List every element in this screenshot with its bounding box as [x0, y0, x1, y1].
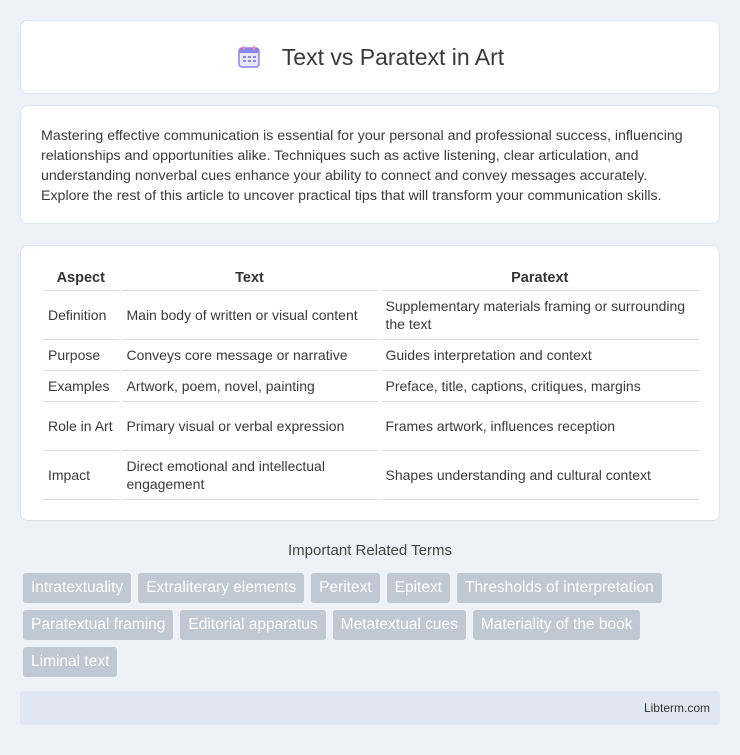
related-term-tag[interactable]: Intratextuality — [23, 573, 131, 603]
table-cell: Primary visual or verbal expression — [120, 401, 379, 450]
table-cell: Direct emotional and intellectual engagement — [120, 450, 379, 499]
header-aspect: Aspect — [43, 266, 120, 290]
table-cell: Shapes understanding and cultural context — [379, 450, 699, 499]
table-cell: Supplementary materials framing or surrounding the text — [379, 290, 699, 339]
table-row — [43, 370, 699, 401]
table-row — [43, 450, 699, 499]
related-term-tag[interactable]: Materiality of the book — [473, 610, 641, 640]
related-term-tag[interactable]: Editorial apparatus — [180, 610, 325, 640]
table-row — [43, 339, 699, 370]
table-row — [43, 401, 699, 450]
table-cell: Preface, title, captions, critiques, margins — [379, 370, 699, 401]
footer-site-link[interactable]: Libterm.com — [643, 701, 710, 715]
header-text: Text — [120, 266, 379, 290]
related-term-tag[interactable]: Metatextual cues — [333, 610, 466, 640]
table-cell: Examples — [43, 370, 120, 401]
title-card — [20, 20, 720, 94]
table-cell: Main body of written or visual content — [120, 290, 379, 339]
page-title: Text vs Paratext in Art — [281, 43, 505, 70]
table-cell: Frames artwork, influences reception — [379, 401, 699, 450]
table-cell: Guides interpretation and context — [379, 339, 699, 370]
related-terms-title: Important Related Terms — [288, 542, 452, 559]
table-cell: Impact — [43, 450, 120, 499]
footer — [20, 691, 720, 725]
table-cell: Role in Art — [43, 401, 120, 450]
comparison-card — [20, 245, 720, 521]
calendar-icon — [236, 44, 262, 70]
related-term-tag[interactable]: Peritext — [311, 573, 380, 603]
related-term-tag[interactable]: Paratextual framing — [23, 610, 173, 640]
related-terms-list — [23, 573, 723, 684]
table-cell: Purpose — [43, 339, 120, 370]
table-cell: Conveys core message or narrative — [120, 339, 379, 370]
intro-text: Mastering effective communication is essential for your personal and professional success, influencing relationships and opportunities alike. Techniques such as active listening, clear articulation, and understanding nonverbal cues enhance your ability to connect and convey messages accurately. Explore the rest of this article to uncover practical tips that will transform your communication skills. — [41, 128, 683, 204]
related-term-tag[interactable]: Epitext — [387, 573, 450, 603]
header-paratext: Paratext — [379, 266, 699, 290]
table-row — [43, 290, 699, 339]
related-term-tag[interactable]: Extraliterary elements — [138, 573, 304, 603]
table-cell: Artwork, poem, novel, painting — [120, 370, 379, 401]
intro-card — [20, 105, 720, 224]
comparison-table — [43, 266, 699, 500]
related-term-tag[interactable]: Thresholds of interpretation — [457, 573, 662, 603]
table-cell: Definition — [43, 290, 120, 339]
related-term-tag[interactable]: Liminal text — [23, 647, 117, 677]
table-header-row — [43, 266, 699, 290]
